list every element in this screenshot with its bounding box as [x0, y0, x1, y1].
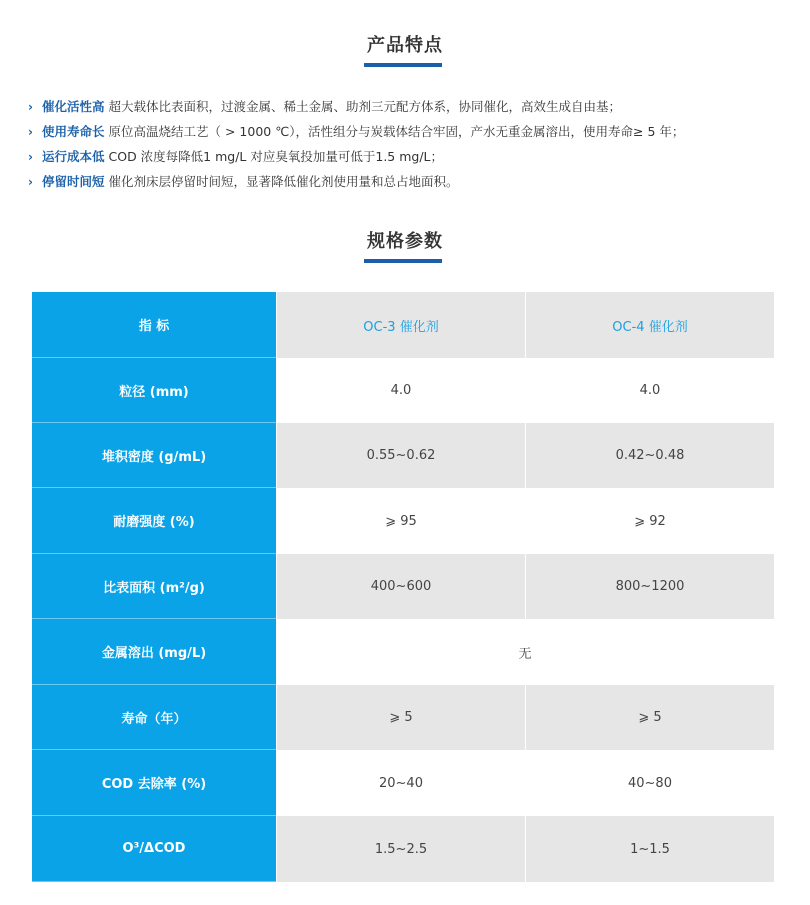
row-value-oc4: 800~1200 [525, 554, 774, 619]
feature-label: 催化活性高 [42, 99, 105, 114]
row-label: 堆积密度 (g/mL) [32, 423, 276, 488]
feature-text: COD 浓度每降低1 mg/L 对应臭氧投加量可低于1.5 mg/L； [108, 149, 444, 164]
row-value-oc4: 1~1.5 [525, 816, 774, 882]
row-value-oc3: ⩾ 95 [276, 488, 525, 554]
row-value-oc4: 4.0 [525, 358, 774, 423]
table-header-oc3: OC-3 催化剂 [276, 292, 525, 358]
row-label: 粒径 (mm) [32, 358, 276, 423]
feature-item [28, 169, 798, 194]
row-value-oc4: ⩾ 5 [525, 685, 774, 750]
specs-title-underline [364, 259, 442, 263]
row-value-oc4: 0.42~0.48 [525, 423, 774, 488]
feature-list [28, 94, 798, 194]
feature-label: 停留时间短 [42, 174, 105, 189]
row-value-oc4: 40~80 [525, 750, 774, 816]
row-value-oc3: 400~600 [276, 554, 525, 619]
row-label: COD 去除率 (%) [32, 750, 276, 816]
chevron-right-icon: › [28, 175, 33, 189]
feature-text: 超大载体比表面积，过渡金属、稀土金属、助剂三元配方体系，协同催化，高效生成自由基； [108, 99, 622, 114]
chevron-right-icon: › [28, 125, 33, 139]
row-value-oc3: ⩾ 5 [276, 685, 525, 750]
features-title-underline [364, 63, 442, 67]
row-value-oc3: 1.5~2.5 [276, 816, 525, 882]
features-title: 产品特点 [367, 35, 443, 56]
row-value-oc4: ⩾ 92 [525, 488, 774, 554]
specs-title: 规格参数 [367, 231, 443, 252]
feature-item [28, 119, 798, 144]
table-header-label: 指 标 [32, 292, 276, 358]
spec-table [32, 292, 774, 882]
row-label: 比表面积 (m²/g) [32, 554, 276, 619]
chevron-right-icon: › [28, 100, 33, 114]
feature-item [28, 94, 798, 119]
row-label: 耐磨强度 (%) [32, 488, 276, 554]
feature-label: 使用寿命长 [42, 124, 105, 139]
chevron-right-icon: › [28, 150, 33, 164]
row-value-oc3: 0.55~0.62 [276, 423, 525, 488]
row-label: O³/ΔCOD [32, 816, 276, 882]
feature-item [28, 144, 798, 169]
feature-text: 催化剂床层停留时间短，显著降低催化剂使用量和总占地面积。 [108, 174, 459, 189]
row-value-oc3: 4.0 [276, 358, 525, 423]
table-header-oc4: OC-4 催化剂 [525, 292, 774, 358]
row-label: 金属溶出 (mg/L) [32, 619, 276, 685]
feature-text: 原位高温烧结工艺（ > 1000 ℃），活性组分与炭载体结合牢固，产水无重金属溶出，使用寿命≥ 5 年； [108, 124, 685, 139]
row-label: 寿命（年） [32, 685, 276, 750]
row-value-oc3: 20~40 [276, 750, 525, 816]
row-value-merged: 无 [276, 619, 774, 685]
feature-label: 运行成本低 [42, 149, 105, 164]
